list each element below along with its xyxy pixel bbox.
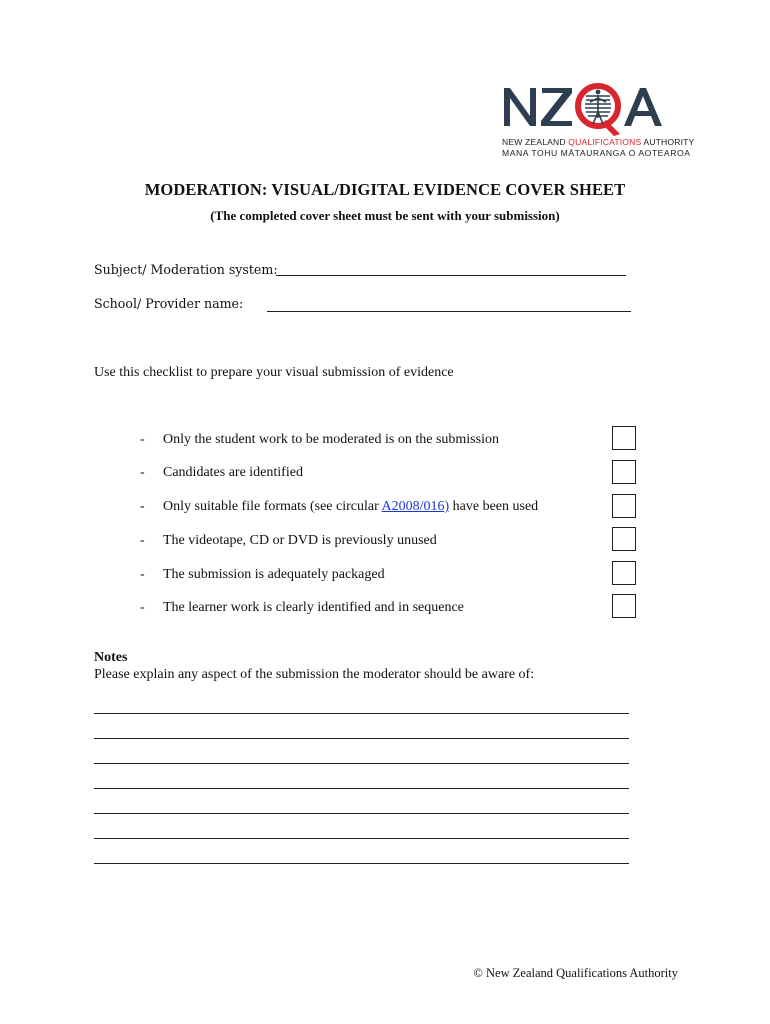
subject-field[interactable]	[276, 275, 626, 276]
checklist-item-text-after: have been used	[449, 499, 539, 514]
checklist-item	[140, 533, 437, 549]
checkbox-media-unused[interactable]	[612, 527, 636, 551]
checklist-item-text: Only suitable file formats (see circular	[163, 499, 382, 514]
notes-heading: Notes	[94, 650, 128, 665]
copyright-footer: © New Zealand Qualifications Authority	[473, 966, 678, 980]
list-dash: -	[140, 600, 145, 615]
page-title: MODERATION: VISUAL/DIGITAL EVIDENCE COVER SHEET	[144, 180, 626, 199]
checkbox-candidates-identified[interactable]	[612, 460, 636, 484]
notes-line[interactable]	[94, 763, 629, 764]
circular-link[interactable]: A2008/016)	[381, 499, 450, 514]
list-dash: -	[140, 533, 145, 548]
notes-line[interactable]	[94, 838, 629, 839]
notes-description: Please explain any aspect of the submission the moderator should be aware of:	[94, 667, 535, 682]
list-dash: -	[140, 499, 145, 514]
notes-line[interactable]	[94, 863, 629, 864]
list-dash: -	[140, 567, 145, 582]
checkbox-student-work[interactable]	[612, 426, 636, 450]
logo-maori-line: MANA TOHU MĀTAURANGA O AOTEAROA	[502, 148, 691, 158]
school-field[interactable]	[267, 311, 631, 312]
notes-line[interactable]	[94, 788, 629, 789]
logo-org-highlight: QUALIFICATIONS	[568, 137, 642, 147]
checklist-item	[140, 465, 303, 481]
checklist-item-text: Only the student work to be moderated is on the submission	[163, 432, 499, 447]
list-dash: -	[140, 465, 145, 480]
checklist-item	[140, 499, 538, 515]
logo-org-prefix: NEW ZEALAND	[502, 137, 569, 147]
checklist-item-text: The submission is adequately packaged	[163, 567, 385, 582]
logo-org-line	[502, 137, 694, 147]
checklist-item	[140, 600, 464, 616]
checkbox-packaged[interactable]	[612, 561, 636, 585]
logo-org-suffix: AUTHORITY	[641, 137, 695, 147]
checklist-item	[140, 567, 385, 583]
checklist-intro: Use this checklist to prepare your visual submission of evidence	[94, 365, 454, 380]
subject-label: Subject/ Moderation system:	[94, 262, 278, 277]
checklist-item	[140, 432, 499, 448]
nzqa-logo	[502, 80, 677, 142]
checkbox-file-formats[interactable]	[612, 494, 636, 518]
notes-line[interactable]	[94, 738, 629, 739]
notes-line[interactable]	[94, 713, 629, 714]
list-dash: -	[140, 432, 145, 447]
checklist-item-text: Candidates are identified	[163, 465, 303, 480]
checkbox-learner-work-sequence[interactable]	[612, 594, 636, 618]
checklist-item-text: The learner work is clearly identified and in sequence	[163, 600, 464, 615]
notes-line[interactable]	[94, 813, 629, 814]
page-subtitle: (The completed cover sheet must be sent with your submission)	[210, 208, 560, 223]
checklist-item-text: The videotape, CD or DVD is previously unused	[163, 533, 437, 548]
school-label: School/ Provider name:	[94, 296, 244, 311]
